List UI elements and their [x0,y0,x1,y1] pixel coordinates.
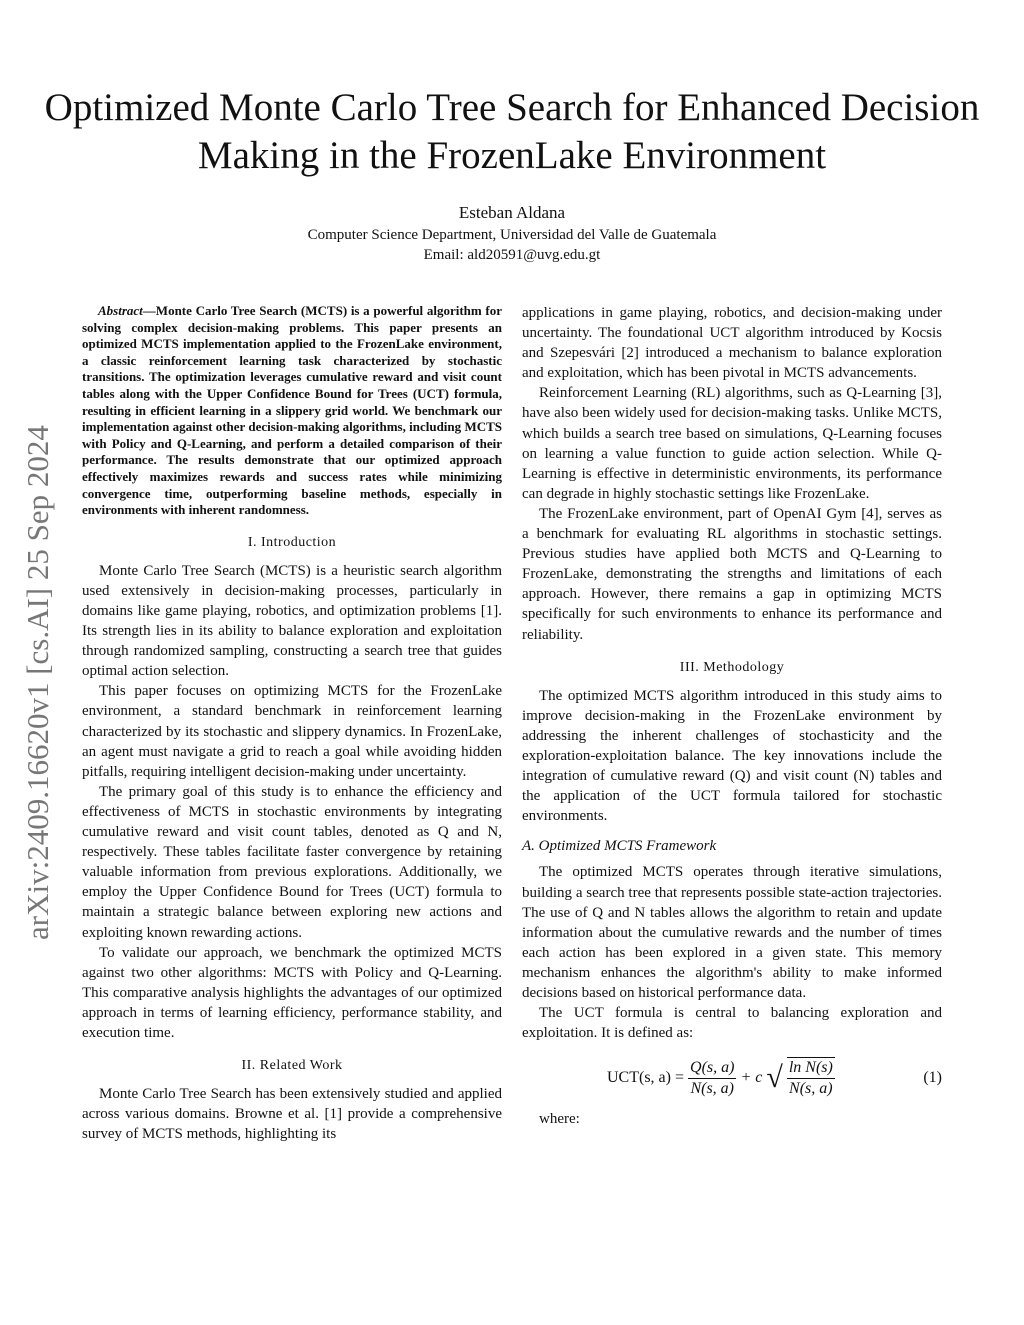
eq-denominator: N(s, a) [690,1079,735,1097]
email: Email: ald20591@uvg.edu.gt [423,247,601,263]
paragraph: applications in game playing, robotics, and decision-making under uncertainty. The foundational UCT algorithm introduced by Kocsis and Szepesvári [2] introduced a mechanism to balance exploration and exploitation, which has been pivotal in MCTS advancements. [522,305,942,382]
eq-denominator: N(s, a) [789,1080,833,1098]
section-heading-methodology: III. Methodology [679,659,785,675]
paragraph: Reinforcement Learning (RL) algorithms, such as Q-Learning [3], have also been widely used for decision-making tasks. Unlike MCTS, which builds a search tree based on simulations, Q-Learning focuses on learning a value function to guide action selection. While Q-Learning is effective in deterministic environments, its performance can degrade in highly stochastic settings like FrozenLake. [522,385,942,502]
abstract-label: Abstract [98,303,143,318]
sqrt-icon: √ [766,1061,783,1095]
right-column [522,303,942,1130]
eq-lhs: UCT(s, a) = [607,1069,685,1087]
abstract [82,303,502,519]
eq-plus-c: + c [740,1069,763,1087]
paragraph: Monte Carlo Tree Search has been extensively studied and applied across various domains. Browne et al. [1] provide a comprehensive survey of MCTS methods, highlighting its [82,1086,502,1143]
paragraph: Monte Carlo Tree Search (MCTS) is a heuristic search algorithm used extensively in decision-making processes, particularly in domains like game playing, robotics, and optimization problems [1]. Its strength lies in its ability to balance exploration and exploitation through randomized sampling, constructing a search tree that guides optimal action selection. [82,562,502,680]
paragraph: where: [539,1111,580,1128]
abstract-text: —Monte Carlo Tree Search (MCTS) is a powerful algorithm for solving complex decision-making problems. This paper presents an optimized MCTS implementation applied to the FrozenLake environment, a classic reinforcement learning task characterized by stochastic transitions. The optimization leverages cumulative reward and visit count tables along with the Upper Confidence Bound for Trees (UCT) formula, resulting in efficient learning in a slippery grid world. We benchmark our implementation against other decision-making algorithms, including MCTS with Policy and Q-Learning, and perform a detailed comparison of their performance. The results demonstrate that our optimized approach effectively maximizes rewards and success rates while minimizing convergence time, outperforming baseline methods, especially in environments with inherent randomness. [82,303,502,518]
eq-numerator: Q(s, a) [688,1058,736,1079]
paper-title: Optimized Monte Carlo Tree Search for Enhanced Decision Making in the FrozenLake Environment [44,86,980,177]
paragraph: This paper focuses on optimizing MCTS for the FrozenLake environment, a standard benchmark in reinforcement learning characterized by its stochastic and slippery dynamics. In FrozenLake, an agent must navigate a grid to reach a goal while avoiding hidden pitfalls, requiring intelligent decision-making under uncertainty. [82,683,502,780]
author-name: Esteban Aldana [458,203,566,222]
paragraph: The optimized MCTS operates through iterative simulations, building a search tree that represents possible state-action trajectories. The use of Q and N tables allows the algorithm to retain and update information about the cumulative rewards and the number of times each action has been explored in a given state. This memory mechanism enhances the algorithm's ability to make informed decisions based on historical performance data. [522,864,942,1001]
affiliation: Computer Science Department, Universidad del Valle de Guatemala [307,227,717,243]
paragraph: To validate our approach, we benchmark the optimized MCTS against two other algorithms: MCTS with Policy and Q-Learning. This comparative analysis highlights the advantages of our optimized approach in terms of learning efficiency, performance stability, and execution time. [82,944,502,1041]
equation-uct [522,1057,942,1099]
section-heading-related-work: II. Related Work [241,1058,343,1074]
equation-number: (1) [923,1069,942,1087]
paragraph: The primary goal of this study is to enhance the efficiency and effectiveness of MCTS in stochastic environments by integrating cumulative reward and visit count tables, denoted as Q and N, respectively. These tables facilitate faster convergence by retaining valuable information from previous explorations. Additionally, we employ the Upper Confidence Bound for Trees (UCT) formula to maintain a strategic balance between exploring new actions and exploiting known rewarding actions. [82,783,502,941]
left-column [82,303,502,1144]
author-affiliation [0,225,1024,265]
eq-fraction-1 [688,1058,736,1099]
arxiv-stamp: arXiv:2409.16620v1 [cs.AI] 25 Sep 2024 [20,425,55,940]
eq-numerator: ln N(s) [787,1058,835,1079]
eq-fraction-2 [787,1057,835,1099]
subsection-heading: A. Optimized MCTS Framework [522,838,717,855]
paragraph: The UCT formula is central to balancing exploration and exploitation. It is defined as: [522,1005,942,1042]
section-heading-introduction: I. Introduction [247,534,337,550]
paragraph: The FrozenLake environment, part of OpenAI Gym [4], serves as a benchmark for evaluating RL algorithms in stochastic settings. Previous studies have applied both MCTS and Q-Learning to FrozenLake, demonstrating the strengths and limitations of each approach. However, there remains a gap in optimizing MCTS specifically for such environments to enhance its performance and reliability. [522,505,942,643]
paragraph: The optimized MCTS algorithm introduced in this study aims to improve decision-making in the FrozenLake environment by addressing the inherent challenges of stochasticity and the exploration-exploitation balance. The key innovations include the integration of cumulative reward (Q) and visit count (N) tables and the application of the UCT formula tailored for stochastic environments. [522,687,942,825]
